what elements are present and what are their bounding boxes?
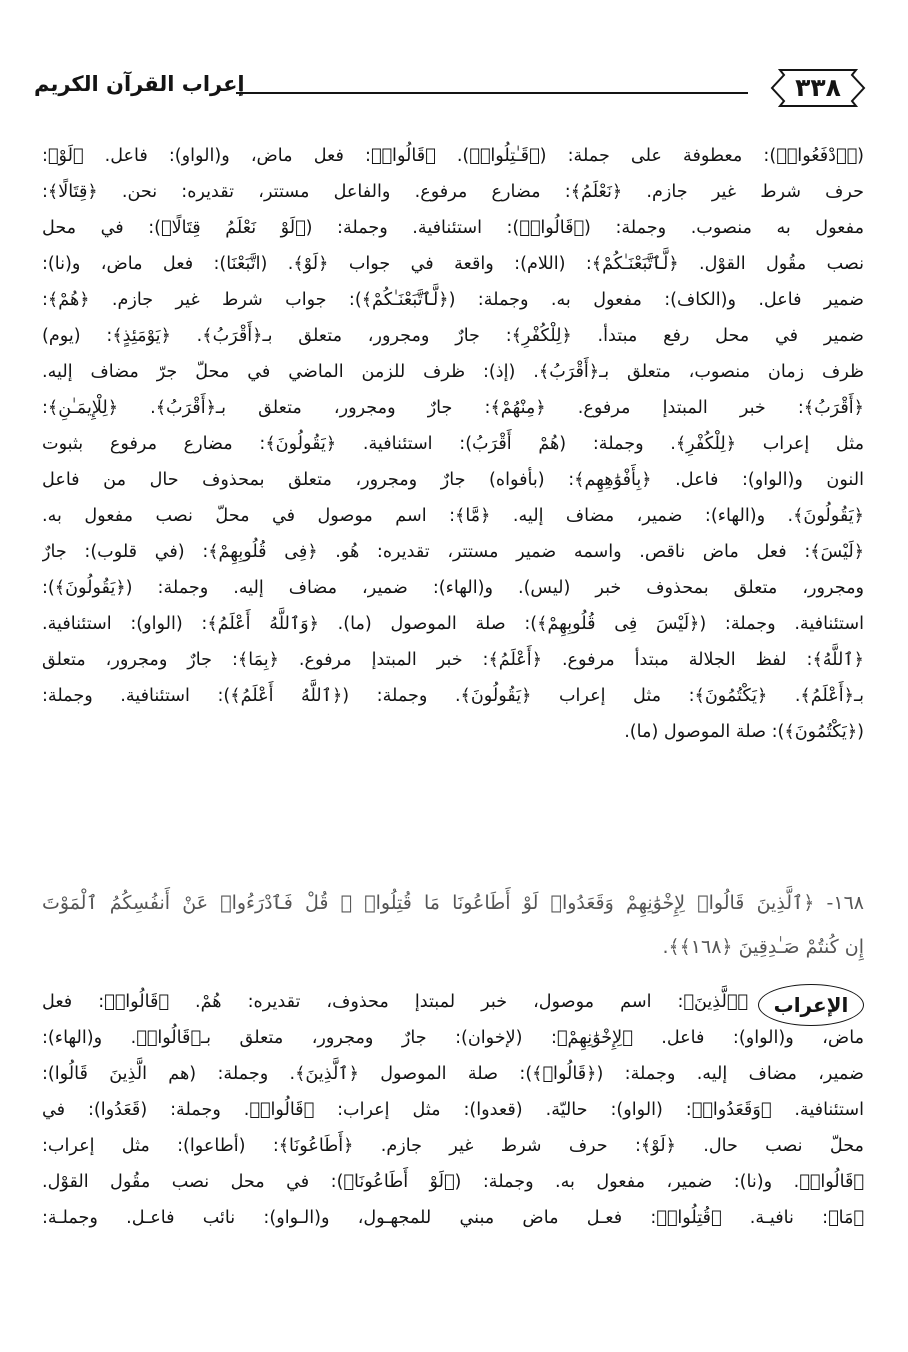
header-rule bbox=[236, 92, 748, 94]
text-line: ﴿مَا﴾: نافيـة. ﴿قُتِلُوا۟﴾: فعـل ماض مبني للمجهـول، و(الـواو): نائب فاعـل. وجملـة: bbox=[42, 1208, 864, 1228]
irab-paragraph-first-line bbox=[42, 984, 748, 1020]
text-line: ضمير، مضاف إليه. وجملة: (﴿قَالُوا۟﴾): صلة الموصول ﴿ٱلَّذِينَ﴾. وجملة: (هم الَّذِينَ قَالُوا): bbox=[42, 1064, 864, 1084]
text-line: محلّ نصب حال. ﴿لَوْ﴾: حرف شرط غير جازم. ﴿أَطَاعُونَا﴾: (أطاعوا): مثل إعراب: bbox=[42, 1136, 864, 1156]
quran-verse-168 bbox=[42, 881, 864, 969]
text-line: استئنافية. وجملة: (﴿لَيْسَ فِى قُلُوبِهِمْ﴾): صلة الموصول (ما). ﴿وَٱللَّهُ أَعْلَمُ﴾: (الواو): استئنافية. bbox=[42, 614, 864, 634]
page-header bbox=[30, 58, 878, 118]
text-line: ﴿لَيْسَ﴾: فعل ماض ناقص. واسمه ضمير مستتر، تقديره: هُو. ﴿فِى قُلُوبِهِمْ﴾: (في قلوب): جارٌ bbox=[42, 542, 864, 562]
irab-heading-badge: الإعراب bbox=[758, 984, 864, 1026]
text-line: مثل إعراب ﴿لِلْكُفْرِ﴾. وجملة: (هُمْ أَقْرَبُ): استئنافية. ﴿يَقُولُونَ﴾: مضارع مرفوع بثبوت bbox=[42, 434, 864, 454]
text-line: نصب مقُول القوْل. ﴿لَّٱتَّبَعْنَـٰكُمْ﴾: (اللام): واقعة في جواب ﴿لَوْ﴾. (اتَّبَعْنَا): فعل ماض، و(نا): bbox=[42, 254, 864, 274]
book-title: إعراب القرآن الكريم bbox=[34, 72, 245, 96]
text-line: ماض، و(الواو): فاعل. ﴿لِإِخْوَٰنِهِمْ﴾: (لإخوان): جارٌ ومجرور، متعلق بـ﴿قَالُوا۟﴾. و(الهاء): bbox=[42, 1028, 864, 1048]
text-line: ضمير في محل رفع مبتدأ. ﴿لِلْكُفْرِ﴾: جارٌ ومجرور، متعلق بـ﴿أَقْرَبُ﴾. ﴿يَوْمَئِذٍ﴾: (يوم) bbox=[42, 326, 864, 346]
page-number: ٣٣٨ bbox=[795, 73, 841, 102]
text-line: مفعول به منصوب. وجملة: (﴿قَالُوا۟﴾): استئنافية. وجملة: (﴿لَوْ نَعْلَمُ قِتَالًا﴾): في محل bbox=[42, 218, 864, 238]
text-line: ﴿قَالُوا۟﴾. و(نا): ضمير، مفعول به. وجملة: (﴿لَوْ أَطَاعُونَا﴾): في محل نصب مقُول القوْل. bbox=[42, 1172, 864, 1192]
text-line: استئنافية. ﴿وَقَعَدُوا۟﴾: (الواو): حاليّة. (قعدوا): مثل إعراب: ﴿قَالُوا۟﴾. وجملة: (قَعَدُوا): في bbox=[42, 1100, 864, 1120]
text-line: ﴿أَقْرَبُ﴾: خبر المبتدإ مرفوع. ﴿مِنْهُمْ﴾: جارٌ ومجرور، متعلق بـ﴿أَقْرَبُ﴾. ﴿لِلْإِيمَـٰنِ﴾: bbox=[42, 398, 864, 418]
text-line: حرف شرط غير جازم. ﴿نَعْلَمُ﴾: مضارع مرفوع. والفاعل مستتر، تقديره: نحن. ﴿قِتَالًا﴾: bbox=[42, 182, 864, 202]
page-number-ornament bbox=[766, 66, 870, 110]
text-line: ومجرور، متعلق بمحذوف خبر (ليس). و(الهاء): ضمير، مضاف إليه. وجملة: (﴿يَقُولُونَ﴾): bbox=[42, 578, 864, 598]
irab-paragraph-verse-167 bbox=[42, 138, 864, 750]
text-line: ضمير فاعل. و(الكاف): مفعول به. وجملة: (﴿لَّٱتَّبَعْنَـٰكُمْ﴾): جواب شرط غير جازم. ﴿هُمْ﴾: bbox=[42, 290, 864, 310]
text-line: (﴿يَكْتُمُونَ﴾): صلة الموصول (ما). bbox=[624, 722, 864, 742]
irab-paragraph-verse-168 bbox=[42, 1020, 864, 1236]
verse-line: إِن كُنتُمْ صَـٰدِقِينَ ﴿١٦٨﴾﴾. bbox=[662, 936, 864, 958]
text-line: بـ﴿أَعْلَمُ﴾. ﴿يَكْتُمُونَ﴾: مثل إعراب ﴿يَقُولُونَ﴾. وجملة: (﴿ٱللَّهُ أَعْلَمُ﴾): استئنافية. وجملة: bbox=[42, 686, 864, 706]
text-line: ﴿ٱللَّهُ﴾: لفظ الجلالة مبتدأ مرفوع. ﴿أَعْلَمُ﴾: خبر المبتدإ مرفوع. ﴿بِمَا﴾: جارٌ ومجرور، متعلق bbox=[42, 650, 864, 670]
verse-line: ١٦٨- ﴿ٱلَّذِينَ قَالُوا۟ لِإِخْوَٰنِهِمْ وَقَعَدُوا۟ لَوْ أَطَاعُونَا مَا قُتِلُوا۟ ۗ قُلْ فَٱدْرَءُوا۟ عَنْ أَنفُسِكُمُ ٱلْمَوْتَ bbox=[42, 892, 864, 914]
text-line: ظرف زمان منصوب، متعلق بـ﴿أَقْرَبُ﴾. (إذ): ظرف للزمن الماضي في محلّ جرّ مضاف إليه. bbox=[42, 362, 864, 382]
text-line: ﴿يَقُولُونَ﴾. و(الهاء): ضمير، مضاف إليه. ﴿مَّا﴾: اسم موصول في محلّ نصب مفعول به. bbox=[42, 506, 864, 526]
text-line: النون و(الواو): فاعل. ﴿بِأَفْوَٰهِهِم﴾: (بأفواه) جارٌ ومجرور، متعلق بمحذوف حال من فاعل bbox=[42, 470, 864, 490]
text-line: (﴿ٱدْفَعُوا۟﴾): معطوفة على جملة: (﴿قَـٰتِلُوا۟﴾). ﴿قَالُوا۟﴾: فعل ماض، و(الواو): فاعل. ﴿لَوْ﴾: bbox=[42, 146, 864, 166]
text-line: ﴿ٱلَّذِينَ﴾: اسم موصول، خبر لمبتدإ محذوف، تقديره: هُمْ. ﴿قَالُوا۟﴾: فعل bbox=[42, 992, 748, 1012]
